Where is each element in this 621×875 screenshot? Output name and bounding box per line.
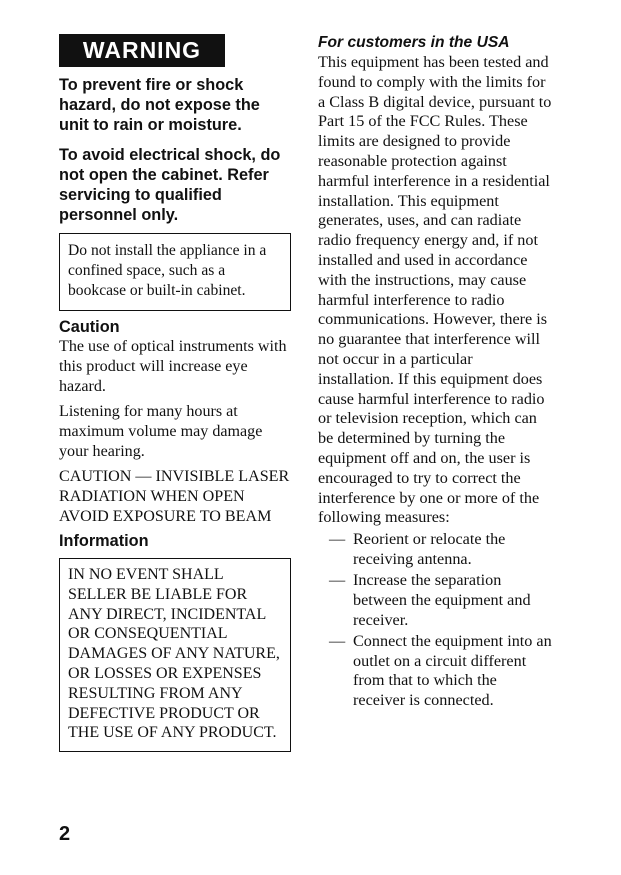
install-notice-box: Do not install the appliance in a confined space, such as a bookcase or built-in cabinet. <box>59 233 291 311</box>
measure-text: Connect the equipment into an outlet on a circuit different from that to which the receiver is connected. <box>353 631 552 710</box>
laser-exposure-text: AVOID EXPOSURE TO BEAM <box>59 508 272 525</box>
dash-bullet: — <box>329 529 346 548</box>
dash-bullet: — <box>329 631 346 650</box>
laser-caution-text: CAUTION — INVISIBLE LASER RADIATION WHEN OPEN <box>59 468 290 505</box>
warning-fire-shock-text: To prevent fire or shock hazard, do not expose the unit to rain or moisture. <box>59 76 260 134</box>
liability-notice-box: IN NO EVENT SHALL SELLER BE LIABLE FOR ANY DIRECT, INCIDENTAL OR CONSEQUENTIAL DAMAGES OF ANY NATURE, OR LOSSES OR EXPENSES RESULTING FROM ANY DEFECTIVE PRODUCT OR THE USE OF ANY PRODUCT. <box>59 558 291 752</box>
caution-heading: Caution <box>59 318 120 336</box>
warning-label: WARNING <box>59 34 225 67</box>
list-item <box>318 530 552 570</box>
dash-bullet: — <box>329 570 346 589</box>
usa-heading: For customers in the USA <box>318 34 510 51</box>
page-number: 2 <box>59 823 71 845</box>
caution-optical-text: The use of optical instruments with this product will increase eye hazard. <box>59 338 287 395</box>
left-column <box>59 34 291 752</box>
information-heading: Information <box>59 532 149 550</box>
list-item <box>318 632 552 711</box>
measure-text: Increase the separation between the equipment and receiver. <box>353 570 531 629</box>
warning-electrical-shock-text: To avoid electrical shock, do not open the cabinet. Refer servicing to qualified personnel only. <box>59 146 281 224</box>
measures-list <box>318 530 552 711</box>
measure-text: Reorient or relocate the receiving antenna. <box>353 529 506 568</box>
fcc-body-text: This equipment has been tested and found to comply with the limits for a Class B digital device, pursuant to Part 15 of the FCC Rules. These limits are designed to provide reasonable protection against harmful interference in a residential installation. This equipment generates, uses, and can radiate radio frequency energy and, if not installed and used in accordance with the instructions, may cause harmful interference to radio communications. However, there is no guarantee that interference will not occur in a particular installation. If this equipment does cause harmful interference to radio or television reception, which can be determined by turning the equipment off and on, the user is encouraged to try to correct the interference by one or more of the following measures: <box>318 53 552 527</box>
list-item <box>318 571 552 630</box>
right-column <box>318 33 552 711</box>
caution-volume-text: Listening for many hours at maximum volume may damage your hearing. <box>59 403 263 460</box>
